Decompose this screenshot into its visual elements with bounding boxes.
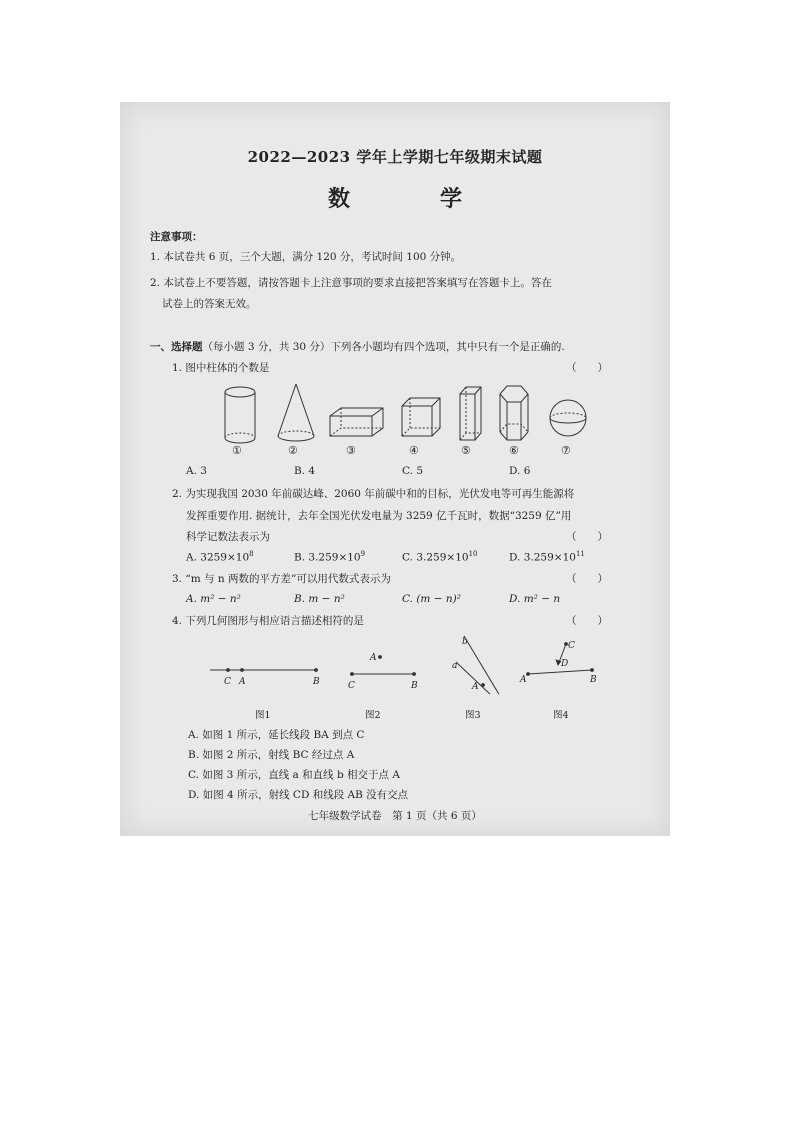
q2-option-d: D. $3.259\times 10^{11}$ — [509, 550, 585, 564]
q1-option-d: D. 6 — [509, 465, 531, 477]
fig2-caption: 图2 — [365, 710, 381, 721]
q4-option-d: D. 如图 4 所示，射线 CD 和线段 AB 没有交点 — [188, 789, 409, 801]
q2-line-1: 2. 为实现我国 2030 年前碳达峰、2060 年前碳中和的目标，光伏发电等可再生能源将 — [172, 488, 575, 500]
page-footer: 七年级数学试卷 第 1 页（共 6 页） — [308, 810, 482, 822]
exam-paper — [120, 102, 670, 836]
q1-option-a: A. 3 — [186, 465, 207, 477]
fig4-caption: 图4 — [553, 710, 569, 721]
notice-1: 1. 本试卷共 6 页，三个大题，满分 120 分，考试时间 100 分钟。 — [150, 251, 462, 263]
hexagonal-prism-shape — [500, 386, 528, 440]
cylinder-shape — [225, 387, 255, 443]
section1-header — [150, 339, 565, 354]
shape-label-6: ⑥ — [509, 444, 519, 457]
q4-option-c: C. 如图 3 所示，直线 a 和直线 b 相交于点 A — [188, 769, 400, 781]
shape-label-7: ⑦ — [561, 444, 571, 457]
fig4-label-c: C — [568, 641, 575, 651]
section1-heading: 一、选择题 — [150, 341, 203, 353]
q3-option-c: C. (m − n)² — [402, 593, 461, 605]
shape-label-5: ⑤ — [461, 444, 471, 457]
q1-solids-figure — [210, 382, 630, 450]
q3-option-b: B. m − n² — [294, 593, 345, 605]
tall-prism-shape — [460, 387, 481, 440]
cube-shape — [402, 398, 440, 436]
q4-option-a: A. 如图 1 所示，延长线段 BA 到点 C — [188, 729, 365, 741]
fig1-caption: 图1 — [255, 710, 271, 721]
fig3-label-a-line: a — [452, 661, 458, 671]
fig2-label-a: A — [370, 653, 377, 663]
fig3-caption: 图3 — [465, 710, 481, 721]
q4-answer-paren: （ ） — [566, 615, 608, 627]
q3-answer-paren: （ ） — [566, 573, 608, 585]
notice-3: 试卷上的答案无效。 — [162, 298, 257, 310]
q3-option-d: D. m² − n — [509, 593, 561, 605]
q2-option-b: B. $3.259\times 10^9$ — [294, 550, 366, 564]
fig1-label-c: C — [224, 677, 231, 687]
q3-stem: 3. “m 与 n 两数的平方差”可以用代数式表示为 — [172, 573, 391, 585]
notice-heading: 注意事项： — [150, 231, 203, 243]
cuboid-shape — [330, 408, 383, 436]
q2-option-a: A. $3259\times 10^8$ — [186, 550, 254, 564]
notice-2: 2. 本试卷上不要答题，请按答题卡上注意事项的要求直接把答案填写在答题卡上。答在 — [150, 277, 552, 289]
q1-answer-paren: （ ） — [566, 362, 608, 374]
exam-subject: 数 学 — [327, 186, 496, 212]
q2-option-c: C. $3.259\times 10^{10}$ — [402, 550, 478, 564]
q1-option-c: C. 5 — [402, 465, 424, 477]
fig3-label-b: b — [462, 637, 468, 647]
q3-option-a: A. m² − n² — [186, 593, 241, 605]
fig4-label-b: B — [590, 675, 597, 685]
q4-stem: 4. 下列几何图形与相应语言描述相符的是 — [172, 615, 364, 627]
shape-label-4: ④ — [409, 444, 419, 457]
shape-label-3: ③ — [346, 444, 356, 457]
q2-line-2: 发挥重要作用. 据统计，去年全国光伏发电量为 3259 亿千瓦时，数据“3259 亿”用 — [186, 510, 572, 522]
q1-stem: 1. 图中柱体的个数是 — [172, 362, 270, 374]
cone-shape — [278, 384, 314, 441]
q4-option-b: B. 如图 2 所示，射线 BC 经过点 A — [188, 749, 355, 761]
fig2-label-b: B — [411, 681, 418, 691]
shape-label-2: ② — [288, 444, 298, 457]
shape-label-1: ① — [232, 444, 242, 457]
q1-option-b: B. 4 — [294, 465, 316, 477]
fig4-label-a: A — [520, 675, 527, 685]
q4-figures — [200, 632, 620, 694]
fig1-label-b: B — [313, 677, 320, 687]
q2-line-3: 科学记数法表示为 — [186, 531, 270, 543]
exam-title: 2022—2023 学年上学期七年级期末试题 — [247, 148, 543, 166]
sphere-shape — [550, 400, 586, 436]
q2-answer-paren: （ ） — [566, 531, 608, 543]
fig1-label-a: A — [239, 677, 246, 687]
fig3-label-a-point: A — [472, 682, 479, 692]
fig2-label-c: C — [348, 681, 355, 691]
section1-desc: （每小题 3 分，共 30 分）下列各小题均有四个选项，其中只有一个是正确的. — [202, 341, 565, 353]
fig4-label-d: D — [561, 659, 569, 669]
